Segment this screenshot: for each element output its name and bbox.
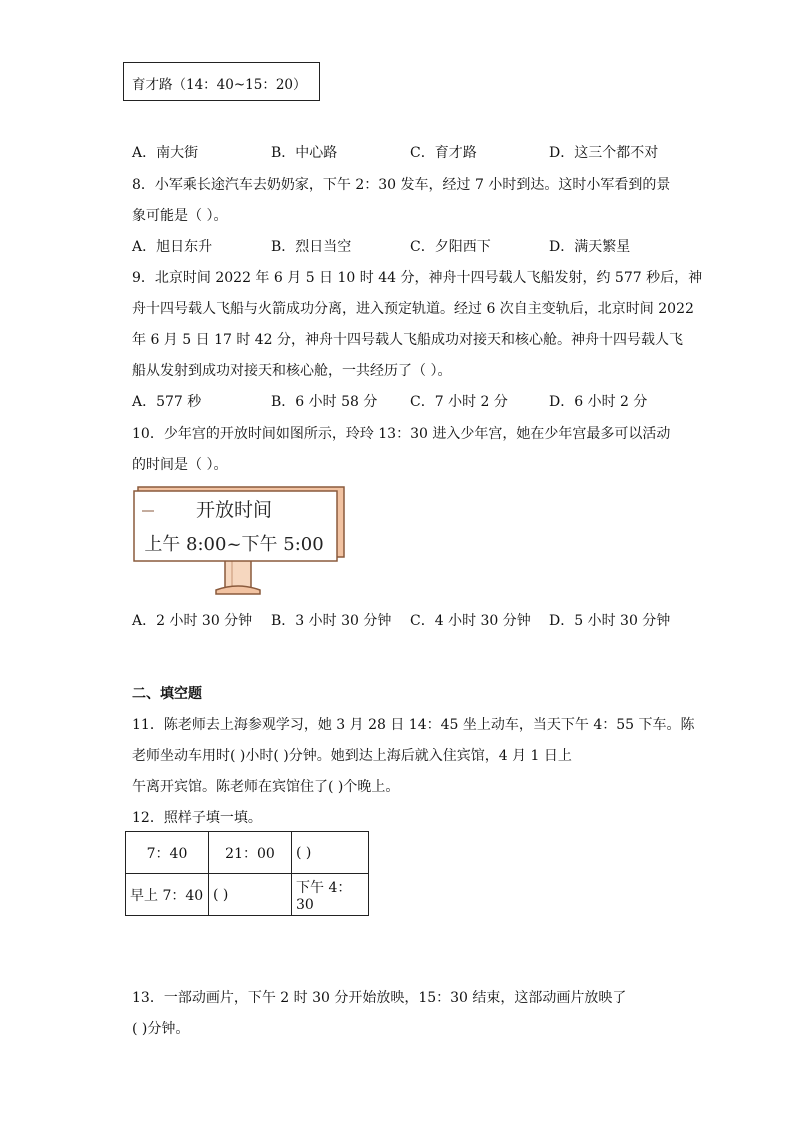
q13-text-line2: ( )分钟。: [132, 1021, 190, 1037]
q9-text-line4: 船从发射到成功对接天和核心舱，一共经历了（ ）。: [132, 363, 452, 379]
q12-title: 12．照样子填一填。: [132, 810, 262, 826]
time-conversion-table: [125, 831, 369, 916]
q9-text-line2: 舟十四号载人飞船与火箭成功分离，进入预定轨道。经过 6 次自主变轨后，北京时间 2022: [132, 301, 694, 317]
q8-text-line2: 象可能是（ ）。: [132, 208, 228, 224]
q10-text-line1: 10．少年宫的开放时间如图所示，玲玲 13：30 进入少年宫，她在少年宫最多可以活动: [132, 426, 671, 442]
sign-time: 上午 8:00~下午 5:00: [144, 534, 324, 555]
q10-option-d[interactable]: D．5 小时 30 分钟: [549, 613, 671, 629]
table-cell: 早上 7：40: [126, 874, 209, 916]
opening-hours-sign: [132, 484, 347, 599]
q9-option-d[interactable]: D．6 小时 2 分: [549, 394, 648, 410]
q9-text-line3: 年 6 月 5 日 17 时 42 分，神舟十四号载人飞船成功对接天和核心舱。神舟十四号载人飞: [132, 332, 684, 348]
q8-option-b[interactable]: B．烈日当空: [271, 239, 352, 255]
q10-text-line2: 的时间是（ ）。: [132, 457, 228, 473]
route-box: [123, 62, 320, 101]
table-row: [126, 874, 369, 916]
q11-text-line3: 午离开宾馆。陈老师在宾馆住了( )个晚上。: [132, 779, 400, 795]
section-title: 二、填空题: [132, 686, 202, 702]
table-cell: 下午 4：30: [292, 874, 369, 916]
q10-option-c[interactable]: C．4 小时 30 分钟: [410, 613, 531, 629]
q9-text-line1: 9．北京时间 2022 年 6 月 5 日 10 时 44 分，神舟十四号载人飞船发射，约 577 秒后，神: [132, 270, 703, 286]
q10-option-b[interactable]: B．3 小时 30 分钟: [271, 613, 392, 629]
q9-option-a[interactable]: A．577 秒: [132, 394, 202, 410]
table-cell-blank[interactable]: ( ): [209, 874, 292, 916]
q10-option-a[interactable]: A．2 小时 30 分钟: [132, 613, 253, 629]
q7-option-a[interactable]: A．南大街: [132, 145, 199, 161]
q9-option-b[interactable]: B．6 小时 58 分: [271, 394, 378, 410]
table-cell-blank[interactable]: ( ): [292, 832, 369, 874]
q9-option-c[interactable]: C．7 小时 2 分: [410, 394, 508, 410]
q8-text-line1: 8．小军乘长途汽车去奶奶家，下午 2：30 发车，经过 7 小时到达。这时小军看到的景: [132, 177, 671, 193]
q7-option-b[interactable]: B．中心路: [271, 145, 338, 161]
q11-text-line1: 11．陈老师去上海参观学习，她 3 月 28 日 14：45 坐上动车，当天下午 4：55 下车。陈: [132, 717, 695, 733]
q7-option-d[interactable]: D．这三个都不对: [549, 145, 659, 161]
q8-option-c[interactable]: C．夕阳西下: [410, 239, 491, 255]
table-cell: 7：40: [126, 832, 209, 874]
route-box-text: 育才路（14：40~15：20）: [132, 77, 307, 93]
sign-base: [216, 586, 260, 594]
q7-option-c[interactable]: C．育才路: [410, 145, 477, 161]
sign-title: 开放时间: [195, 499, 273, 521]
q8-option-d[interactable]: D．满天繁星: [549, 239, 631, 255]
table-cell: 21：00: [209, 832, 292, 874]
q8-option-a[interactable]: A．旭日东升: [132, 239, 213, 255]
table-row: [126, 832, 369, 874]
q11-text-line2: 老师坐动车用时( )小时( )分钟。她到达上海后就入住宾馆，4 月 1 日上: [132, 748, 572, 764]
q13-text-line1: 13．一部动画片，下午 2 时 30 分开始放映，15：30 结束，这部动画片放映了: [132, 990, 627, 1006]
